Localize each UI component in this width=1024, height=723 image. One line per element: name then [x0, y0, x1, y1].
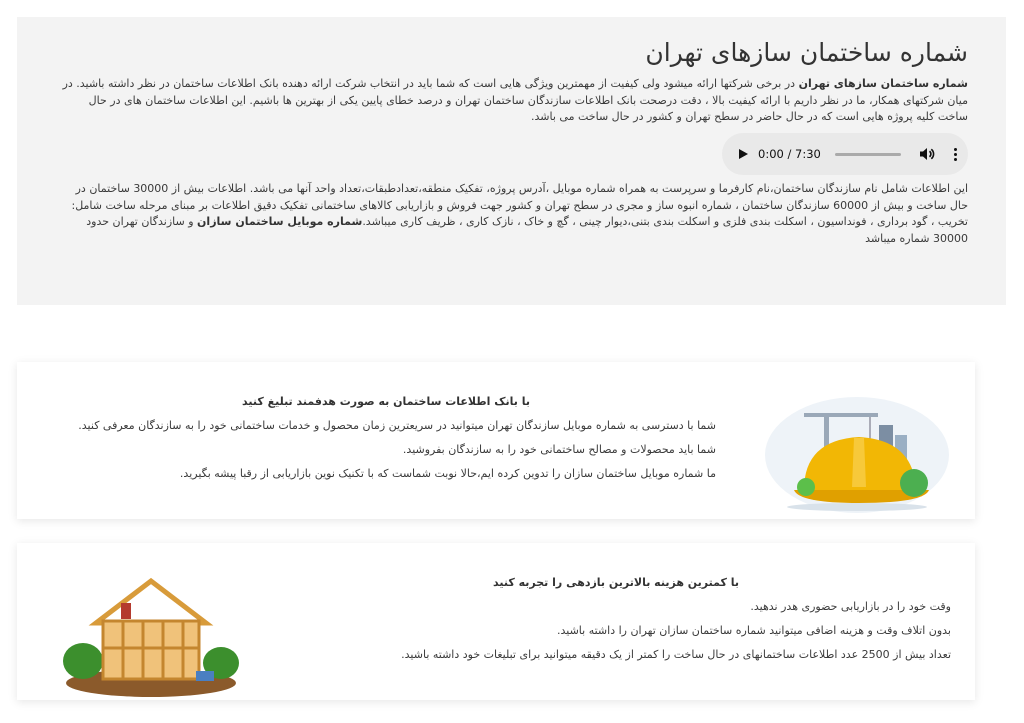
card-line: وقت خود را در بازاریابی حضوری هدر ندهید. — [750, 600, 951, 613]
intro-text: در برخی شرکتها ارائه میشود ولی کیفیت از مهمترین ویژگی هایی است که شما باید در انتخاب شرکت ارائه دهنده بانک اطلاعات ساختمان در نظر داشته باشید. در میان شرکتهای همکار، ما در نظر داریم با ارائه کیفیت بالا ، دقت درصحت بانک اطلاعات سازندگان ساختمان تهران و درصد خطای پایین یکی از بهترین ها باشیم. این اطلاعات ساختمان های در حال ساخت کلیه پروژه هایی است که در حال حاضر در سطح تهران و کشور در حال ساخت می باشد. — [62, 77, 968, 123]
details-paragraph — [59, 181, 968, 247]
targeted-ads-card — [17, 362, 975, 519]
house-frame-illustration — [61, 573, 241, 699]
page-title: شماره ساختمان سازهای تهران — [645, 38, 968, 67]
details-text-end: و سازندگان تهران حدود 30000 شماره میباشد — [86, 215, 968, 245]
more-vertical-icon[interactable] — [948, 146, 964, 162]
card-title: با بانک اطلاعات ساختمان به صورت هدفمند تبلیغ کنید — [242, 395, 530, 408]
helmet-crane-illustration — [764, 395, 951, 515]
card-line: ما شماره موبایل ساختمان سازان را تدوین کرده ایم،حالا نوبت شماست که با تکنیک نوین بازاریابی از رقبا پیشه بگیرید. — [179, 467, 716, 480]
audio-progress-track[interactable] — [835, 153, 901, 156]
card-line: تعداد بیش از 2500 عدد اطلاعات ساختمانهای در حال ساخت را کمتر از یک دقیقه میتوانید برای تبلیغات خود داشته باشید. — [401, 648, 951, 661]
intro-paragraph — [59, 76, 968, 126]
card-line: شما با دسترسی به شماره موبایل سازندگان تهران میتوانید در سریعترین زمان محصول و خدمات ساختمانی خود را به سازندگان معرفی کنید. — [78, 419, 716, 432]
details-text: این اطلاعات شامل نام سازندگان ساختمان،نام کارفرما و سرپرست به همراه شماره موبایل ،آدرس پروژه، تفکیک منطقه،تعدادطبقات،تعداد واحد آنها می باشد. اطلاعات بیش از 30000 ساختمان در حال ساخت و بیش از 60000 سازندگان ساختمان ، شماره انبوه ساز و مجری در سطح تهران و کشور جهت فروش و بازاریابی کالاهای ساختمانی تفکیک دقیق اطلاعات بر مبنای مرحله ساخت شامل: تخریب ، گود برداری ، فونداسیون ، اسکلت بندی فلزی و اسکلت بندی بتنی،دیوار چینی ، گچ و خاک ، نازک کاری ، ظریف کاری میباشد. — [71, 182, 968, 228]
targeted-ads-text — [56, 395, 716, 490]
low-cost-card — [17, 543, 975, 700]
card-title: با کمترین هزینه بالاترین بازدهی را تجربه کنید — [493, 576, 739, 589]
audio-player[interactable] — [722, 133, 968, 175]
intro-section — [17, 17, 1006, 305]
details-bold-phrase: شماره موبایل ساختمان سازان — [197, 215, 363, 228]
intro-bold-phrase: شماره ساختمان سازهای تهران — [798, 77, 968, 90]
volume-icon[interactable] — [919, 146, 935, 162]
low-cost-text — [391, 576, 951, 671]
card-line: شما باید محصولات و مصالح ساختمانی خود را به سازندگان بفروشید. — [402, 443, 716, 456]
play-icon[interactable] — [739, 149, 748, 159]
card-line: بدون اتلاف وقت و هزینه اضافی میتوانید شماره ساختمان سازان تهران را داشته باشید. — [556, 624, 951, 637]
intro-content — [59, 35, 968, 126]
audio-time: 0:00 / 7:30 — [758, 147, 821, 161]
